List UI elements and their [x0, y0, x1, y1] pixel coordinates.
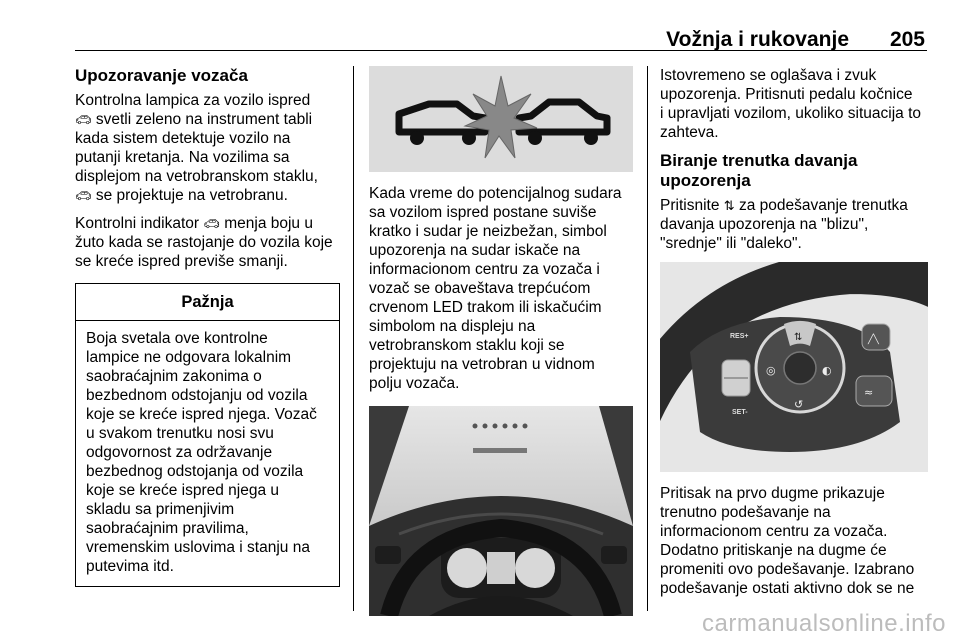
set-label: SET- [732, 409, 748, 416]
paragraph-collision: Kada vreme do potencijalnog sudara sa vozilom ispred postane suviše kratko i sudar je neizbežan, simbol upozorenja na sudar iskače na informacionom centru za vozača i vozač se obaveštava trepćućom crvenom LED trakom ili iskačućim simbolom na displeju na vetrobranskom staklu koji se projektuju na vetrobran u vidnom polju vozača. [369, 185, 622, 392]
gap-setting-icon: ⇅ [723, 198, 735, 213]
warning-box [75, 283, 340, 587]
vehicle-ahead-icon: 🚗︎ [75, 112, 92, 127]
limiter-icon: ◐ [822, 364, 832, 377]
vehicle-ahead-icon: 🚗︎ [75, 188, 92, 203]
warning-title: Pažnja [76, 284, 339, 321]
warning-body: Boja svetala ove kontrolne lampice ne odgovara lokalnim saobraćajnim zakonima o bezbednom odstojanju od vozila koje se kreće ispred njega. Vozač u svakom trenutku nosi svu odgovornost za održavanje bezbednog odstojanja od vozila koje se kreće ispred njega u skladu sa primenjivim saobraćajnim pravilima, vremenskim uslovima i stanju na putevima itd. [86, 330, 317, 575]
cruise-icon: ◎ [766, 364, 776, 377]
gap-button-icon: ⇅ [794, 332, 803, 343]
column-divider-1 [353, 66, 354, 611]
chapter-title: Vožnja i rukovanje [666, 28, 849, 51]
cancel-icon: ↺ [794, 398, 804, 411]
collision-illustration [369, 66, 633, 172]
res-label: RES+ [730, 333, 749, 340]
column-divider-2 [647, 66, 648, 611]
paragraph-sound: Istovremeno se oglašava i zvuk upozorenja. Pritisnuti pedalu kočnice i upravljati vozilom, ukoliko situacija to zahteva. [660, 67, 922, 141]
steering-wheel-illustration [660, 262, 928, 472]
lane-icon: ╱╲ [868, 335, 879, 345]
subsection-heading: Biranje trenutka davanja upozorenja [660, 151, 858, 190]
vehicle-assist-icon: ≈ [864, 386, 874, 399]
paragraph-indicator-color: Kontrolni indikator 🚗︎ menja boju u žuto kada se rastojanje do vozila koje se kreće ispred previše smanji. [75, 215, 333, 270]
column-1 [75, 66, 343, 587]
dashboard-photo [369, 406, 633, 616]
steering-wheel-buttons-photo [660, 262, 928, 472]
column-3 [660, 66, 928, 607]
column-2 [369, 66, 633, 616]
watermark: carmanualsonline.info [702, 610, 946, 637]
dashboard-illustration [369, 406, 633, 616]
page-header [75, 28, 927, 51]
section-heading: Upozoravanje vozača [75, 66, 248, 85]
paragraph-indicator: Kontrolna lampica za vozilo ispred 🚗︎ svetli zeleno na instrument tabli kada sistem detektuje vozilo na putanji kretanja. Na vozilima sa displejom na vetrobranskom staklu, 🚗︎ se projektuje na vetrobranu. [75, 92, 318, 204]
paragraph-setting: Pritisnite ⇅ za podešavanje trenutka davanja upozorenja na "blizu", "srednje" ili "daleko". [660, 197, 908, 252]
vehicle-ahead-icon: 🚗︎ [203, 216, 220, 231]
collision-icon [369, 66, 633, 172]
paragraph-press: Pritisak na prvo dugme prikazuje trenutno podešavanje na informacionom centru za vozača. Dodatno pritiskanje na dugme će promeniti ovo podešavanje. Izabrano podešavanje ostati aktivno dok se ne [660, 485, 915, 597]
page-number: 205 [889, 28, 925, 51]
